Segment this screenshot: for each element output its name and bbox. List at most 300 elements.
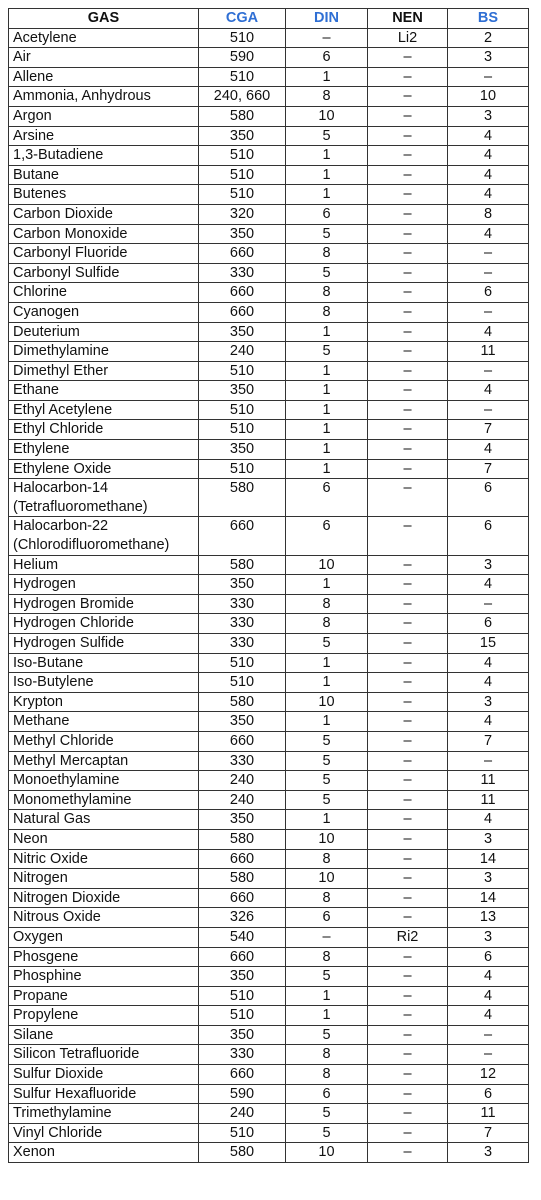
cell-din: 5 <box>286 1025 368 1045</box>
cell-bs: 7 <box>448 1123 529 1143</box>
cell-bs: 4 <box>448 440 529 460</box>
cell-din: 6 <box>286 908 368 928</box>
cell-cga: 510 <box>199 986 286 1006</box>
cell-gas: Nitrogen <box>9 869 199 889</box>
cell-bs: 15 <box>448 634 529 654</box>
cell-cga: 330 <box>199 751 286 771</box>
cell-gas: Halocarbon-22 (Chlorodifluoromethane) <box>9 517 199 555</box>
cell-bs: – <box>448 400 529 420</box>
table-row <box>9 87 529 107</box>
cell-bs: 4 <box>448 185 529 205</box>
cell-bs: 14 <box>448 849 529 869</box>
cell-bs: – <box>448 244 529 264</box>
table-row <box>9 440 529 460</box>
cell-gas: Ethylene <box>9 440 199 460</box>
cell-cga: 350 <box>199 810 286 830</box>
cell-bs: 8 <box>448 204 529 224</box>
cell-gas: Iso-Butylene <box>9 673 199 693</box>
cell-din: 8 <box>286 302 368 322</box>
cell-nen: – <box>368 594 448 614</box>
table-row <box>9 517 529 555</box>
cell-cga: 510 <box>199 28 286 48</box>
cell-din: 1 <box>286 653 368 673</box>
cell-nen: Li2 <box>368 28 448 48</box>
cell-gas: Trimethylamine <box>9 1104 199 1124</box>
cell-din: 1 <box>286 420 368 440</box>
cell-cga: 660 <box>199 283 286 303</box>
cell-nen: – <box>368 87 448 107</box>
cell-bs: 3 <box>448 869 529 889</box>
table-row <box>9 614 529 634</box>
cell-gas: Deuterium <box>9 322 199 342</box>
cell-din: 1 <box>286 810 368 830</box>
cell-nen: – <box>368 1065 448 1085</box>
cell-bs: 13 <box>448 908 529 928</box>
cell-nen: – <box>368 165 448 185</box>
cell-cga: 510 <box>199 1123 286 1143</box>
cell-din: 1 <box>286 165 368 185</box>
cell-cga: 510 <box>199 653 286 673</box>
cell-nen: – <box>368 1143 448 1163</box>
cell-bs: 4 <box>448 126 529 146</box>
cell-cga: 660 <box>199 849 286 869</box>
cell-bs: – <box>448 594 529 614</box>
cell-gas: Argon <box>9 106 199 126</box>
cell-gas: Ethyl Chloride <box>9 420 199 440</box>
cell-bs: 6 <box>448 1084 529 1104</box>
cell-cga: 350 <box>199 126 286 146</box>
cell-cga: 580 <box>199 1143 286 1163</box>
cell-din: 1 <box>286 67 368 87</box>
cell-din: 8 <box>286 1045 368 1065</box>
gas-connection-table <box>8 8 529 1163</box>
cell-gas: Vinyl Chloride <box>9 1123 199 1143</box>
cell-bs: – <box>448 67 529 87</box>
cell-din: 8 <box>286 594 368 614</box>
cell-din: 6 <box>286 479 368 517</box>
cell-nen: – <box>368 634 448 654</box>
cell-cga: 240 <box>199 790 286 810</box>
cell-cga: 350 <box>199 712 286 732</box>
cell-cga: 510 <box>199 1006 286 1026</box>
cell-nen: – <box>368 751 448 771</box>
table-row <box>9 869 529 889</box>
cell-din: 5 <box>286 224 368 244</box>
cell-cga: 590 <box>199 48 286 68</box>
cell-nen: – <box>368 771 448 791</box>
cell-gas: Carbon Dioxide <box>9 204 199 224</box>
table-row <box>9 322 529 342</box>
cell-cga: 350 <box>199 224 286 244</box>
cell-din: 1 <box>286 146 368 166</box>
cell-gas: Silane <box>9 1025 199 1045</box>
table-row <box>9 244 529 264</box>
cell-bs: – <box>448 751 529 771</box>
table-row <box>9 1025 529 1045</box>
cell-nen: – <box>368 869 448 889</box>
cell-gas: Halocarbon-14 (Tetrafluoromethane) <box>9 479 199 517</box>
cell-nen: – <box>368 1104 448 1124</box>
cell-nen: – <box>368 224 448 244</box>
cell-din: 1 <box>286 185 368 205</box>
cell-gas: Ethylene Oxide <box>9 459 199 479</box>
cell-din: 1 <box>286 440 368 460</box>
cell-nen: – <box>368 48 448 68</box>
cell-nen: – <box>368 712 448 732</box>
cell-cga: 660 <box>199 947 286 967</box>
cell-cga: 240 <box>199 1104 286 1124</box>
cell-bs: 4 <box>448 810 529 830</box>
cell-gas: Air <box>9 48 199 68</box>
cell-gas: Carbonyl Sulfide <box>9 263 199 283</box>
cell-din: 1 <box>286 361 368 381</box>
cell-cga: 580 <box>199 829 286 849</box>
cell-nen: – <box>368 1025 448 1045</box>
cell-nen: – <box>368 653 448 673</box>
cell-gas: Carbon Monoxide <box>9 224 199 244</box>
cell-gas: Monoethylamine <box>9 771 199 791</box>
cell-din: 8 <box>286 87 368 107</box>
cell-bs: 11 <box>448 771 529 791</box>
table-row <box>9 48 529 68</box>
cell-gas: Allene <box>9 67 199 87</box>
cell-nen: – <box>368 1045 448 1065</box>
cell-gas: Ethane <box>9 381 199 401</box>
header-bs: BS <box>448 9 529 29</box>
cell-cga: 240, 660 <box>199 87 286 107</box>
cell-cga: 240 <box>199 342 286 362</box>
cell-cga: 330 <box>199 614 286 634</box>
table-row <box>9 342 529 362</box>
cell-nen: – <box>368 106 448 126</box>
table-row <box>9 1143 529 1163</box>
cell-nen: – <box>368 947 448 967</box>
cell-cga: 510 <box>199 459 286 479</box>
cell-gas: Xenon <box>9 1143 199 1163</box>
cell-bs: 6 <box>448 947 529 967</box>
cell-gas: Nitrous Oxide <box>9 908 199 928</box>
cell-cga: 326 <box>199 908 286 928</box>
table-row <box>9 888 529 908</box>
cell-gas: Propane <box>9 986 199 1006</box>
table-row <box>9 302 529 322</box>
table-row <box>9 908 529 928</box>
cell-gas: Natural Gas <box>9 810 199 830</box>
cell-cga: 540 <box>199 927 286 947</box>
table-row <box>9 1045 529 1065</box>
cell-gas: Cyanogen <box>9 302 199 322</box>
cell-gas: Butane <box>9 165 199 185</box>
table-row <box>9 1084 529 1104</box>
cell-cga: 580 <box>199 692 286 712</box>
table-row <box>9 731 529 751</box>
cell-bs: 4 <box>448 224 529 244</box>
cell-gas: Methyl Mercaptan <box>9 751 199 771</box>
table-row <box>9 224 529 244</box>
cell-cga: 350 <box>199 575 286 595</box>
cell-gas: Carbonyl Fluoride <box>9 244 199 264</box>
table-header-row <box>9 9 529 29</box>
table-row <box>9 692 529 712</box>
cell-gas: Methane <box>9 712 199 732</box>
cell-cga: 580 <box>199 869 286 889</box>
cell-cga: 660 <box>199 244 286 264</box>
cell-nen: – <box>368 517 448 555</box>
cell-bs: 4 <box>448 575 529 595</box>
cell-cga: 510 <box>199 673 286 693</box>
cell-din: 5 <box>286 967 368 987</box>
cell-nen: – <box>368 302 448 322</box>
cell-bs: 11 <box>448 342 529 362</box>
cell-nen: – <box>368 614 448 634</box>
cell-nen: – <box>368 849 448 869</box>
cell-gas: Arsine <box>9 126 199 146</box>
cell-gas: Oxygen <box>9 927 199 947</box>
cell-bs: 4 <box>448 712 529 732</box>
table-row <box>9 459 529 479</box>
cell-bs: 3 <box>448 692 529 712</box>
cell-din: 10 <box>286 1143 368 1163</box>
cell-din: 10 <box>286 869 368 889</box>
cell-gas: Hydrogen Bromide <box>9 594 199 614</box>
table-row <box>9 283 529 303</box>
table-row <box>9 967 529 987</box>
cell-bs: 11 <box>448 1104 529 1124</box>
cell-cga: 510 <box>199 67 286 87</box>
gas-connection-table-container <box>8 8 529 1163</box>
cell-din: 8 <box>286 947 368 967</box>
cell-bs: 6 <box>448 614 529 634</box>
cell-bs: 3 <box>448 829 529 849</box>
table-row <box>9 1104 529 1124</box>
cell-cga: 590 <box>199 1084 286 1104</box>
table-row <box>9 400 529 420</box>
cell-cga: 580 <box>199 106 286 126</box>
cell-nen: – <box>368 361 448 381</box>
table-row <box>9 751 529 771</box>
cell-gas: Phosgene <box>9 947 199 967</box>
cell-din: 1 <box>286 322 368 342</box>
cell-nen: – <box>368 888 448 908</box>
cell-bs: 3 <box>448 106 529 126</box>
cell-cga: 330 <box>199 263 286 283</box>
cell-bs: – <box>448 263 529 283</box>
cell-din: 10 <box>286 692 368 712</box>
cell-nen: – <box>368 126 448 146</box>
cell-bs: 3 <box>448 1143 529 1163</box>
cell-gas: Hydrogen Chloride <box>9 614 199 634</box>
cell-nen: – <box>368 731 448 751</box>
cell-gas: Dimethyl Ether <box>9 361 199 381</box>
cell-nen: – <box>368 440 448 460</box>
cell-din: 6 <box>286 204 368 224</box>
cell-nen: – <box>368 283 448 303</box>
cell-din: 10 <box>286 106 368 126</box>
cell-nen: – <box>368 575 448 595</box>
cell-nen: – <box>368 692 448 712</box>
header-din: DIN <box>286 9 368 29</box>
cell-nen: – <box>368 322 448 342</box>
cell-cga: 320 <box>199 204 286 224</box>
cell-gas: 1,3-Butadiene <box>9 146 199 166</box>
cell-nen: – <box>368 263 448 283</box>
cell-gas: Phosphine <box>9 967 199 987</box>
table-row <box>9 927 529 947</box>
cell-nen: – <box>368 185 448 205</box>
cell-cga: 510 <box>199 146 286 166</box>
table-row <box>9 594 529 614</box>
table-row <box>9 634 529 654</box>
cell-din: 6 <box>286 48 368 68</box>
cell-cga: 510 <box>199 361 286 381</box>
header-cga: CGA <box>199 9 286 29</box>
cell-bs: – <box>448 361 529 381</box>
cell-cga: 660 <box>199 1065 286 1085</box>
cell-nen: – <box>368 1084 448 1104</box>
cell-nen: – <box>368 420 448 440</box>
table-row <box>9 263 529 283</box>
cell-bs: 3 <box>448 555 529 575</box>
cell-din: 5 <box>286 1123 368 1143</box>
cell-bs: 14 <box>448 888 529 908</box>
table-row <box>9 653 529 673</box>
cell-bs: 4 <box>448 673 529 693</box>
cell-bs: – <box>448 302 529 322</box>
cell-gas: Sulfur Dioxide <box>9 1065 199 1085</box>
cell-bs: 4 <box>448 381 529 401</box>
cell-gas: Chlorine <box>9 283 199 303</box>
cell-bs: 7 <box>448 459 529 479</box>
cell-cga: 350 <box>199 440 286 460</box>
cell-bs: 4 <box>448 322 529 342</box>
cell-din: 6 <box>286 517 368 555</box>
table-row <box>9 1006 529 1026</box>
cell-cga: 510 <box>199 185 286 205</box>
cell-din: 1 <box>286 1006 368 1026</box>
cell-din: 1 <box>286 986 368 1006</box>
cell-gas: Sulfur Hexafluoride <box>9 1084 199 1104</box>
cell-gas: Ammonia, Anhydrous <box>9 87 199 107</box>
cell-cga: 580 <box>199 479 286 517</box>
cell-bs: 2 <box>448 28 529 48</box>
cell-gas: Ethyl Acetylene <box>9 400 199 420</box>
cell-bs: 7 <box>448 420 529 440</box>
cell-bs: 4 <box>448 1006 529 1026</box>
cell-din: 8 <box>286 1065 368 1085</box>
cell-cga: 660 <box>199 517 286 555</box>
cell-nen: – <box>368 986 448 1006</box>
cell-nen: – <box>368 67 448 87</box>
cell-gas: Iso-Butane <box>9 653 199 673</box>
cell-cga: 660 <box>199 888 286 908</box>
cell-nen: – <box>368 400 448 420</box>
table-row <box>9 67 529 87</box>
cell-nen: – <box>368 967 448 987</box>
cell-din: 6 <box>286 1084 368 1104</box>
table-row <box>9 106 529 126</box>
cell-bs: – <box>448 1025 529 1045</box>
cell-bs: 7 <box>448 731 529 751</box>
cell-nen: – <box>368 479 448 517</box>
cell-cga: 350 <box>199 1025 286 1045</box>
cell-bs: 6 <box>448 283 529 303</box>
table-row <box>9 947 529 967</box>
table-row <box>9 555 529 575</box>
cell-nen: Ri2 <box>368 927 448 947</box>
cell-bs: 11 <box>448 790 529 810</box>
cell-din: 1 <box>286 400 368 420</box>
cell-cga: 240 <box>199 771 286 791</box>
cell-nen: – <box>368 204 448 224</box>
cell-cga: 350 <box>199 322 286 342</box>
cell-din: 5 <box>286 634 368 654</box>
cell-din: 8 <box>286 283 368 303</box>
cell-din: 8 <box>286 614 368 634</box>
cell-gas: Hydrogen <box>9 575 199 595</box>
cell-din: 5 <box>286 790 368 810</box>
table-row <box>9 479 529 517</box>
cell-bs: 12 <box>448 1065 529 1085</box>
cell-gas: Butenes <box>9 185 199 205</box>
table-row <box>9 986 529 1006</box>
cell-nen: – <box>368 342 448 362</box>
cell-bs: 6 <box>448 479 529 517</box>
cell-din: 8 <box>286 888 368 908</box>
cell-din: 5 <box>286 771 368 791</box>
cell-din: 1 <box>286 673 368 693</box>
table-row <box>9 673 529 693</box>
cell-bs: – <box>448 1045 529 1065</box>
table-row <box>9 575 529 595</box>
cell-din: 5 <box>286 751 368 771</box>
cell-nen: – <box>368 459 448 479</box>
cell-gas: Monomethylamine <box>9 790 199 810</box>
cell-din: 1 <box>286 712 368 732</box>
cell-cga: 350 <box>199 381 286 401</box>
table-row <box>9 790 529 810</box>
cell-bs: 4 <box>448 165 529 185</box>
cell-gas: Helium <box>9 555 199 575</box>
cell-din: 1 <box>286 381 368 401</box>
cell-nen: – <box>368 1123 448 1143</box>
cell-din: 5 <box>286 342 368 362</box>
table-row <box>9 712 529 732</box>
table-row <box>9 829 529 849</box>
cell-nen: – <box>368 381 448 401</box>
cell-nen: – <box>368 908 448 928</box>
cell-din: – <box>286 927 368 947</box>
table-body <box>9 28 529 1162</box>
cell-cga: 660 <box>199 302 286 322</box>
cell-bs: 6 <box>448 517 529 555</box>
cell-gas: Nitric Oxide <box>9 849 199 869</box>
cell-din: 5 <box>286 1104 368 1124</box>
table-row <box>9 204 529 224</box>
table-row <box>9 361 529 381</box>
cell-gas: Nitrogen Dioxide <box>9 888 199 908</box>
cell-nen: – <box>368 790 448 810</box>
cell-bs: 10 <box>448 87 529 107</box>
table-row <box>9 381 529 401</box>
cell-din: 10 <box>286 829 368 849</box>
table-row <box>9 185 529 205</box>
cell-gas: Propylene <box>9 1006 199 1026</box>
cell-gas: Methyl Chloride <box>9 731 199 751</box>
cell-cga: 330 <box>199 594 286 614</box>
cell-bs: 3 <box>448 48 529 68</box>
cell-gas: Krypton <box>9 692 199 712</box>
cell-nen: – <box>368 1006 448 1026</box>
